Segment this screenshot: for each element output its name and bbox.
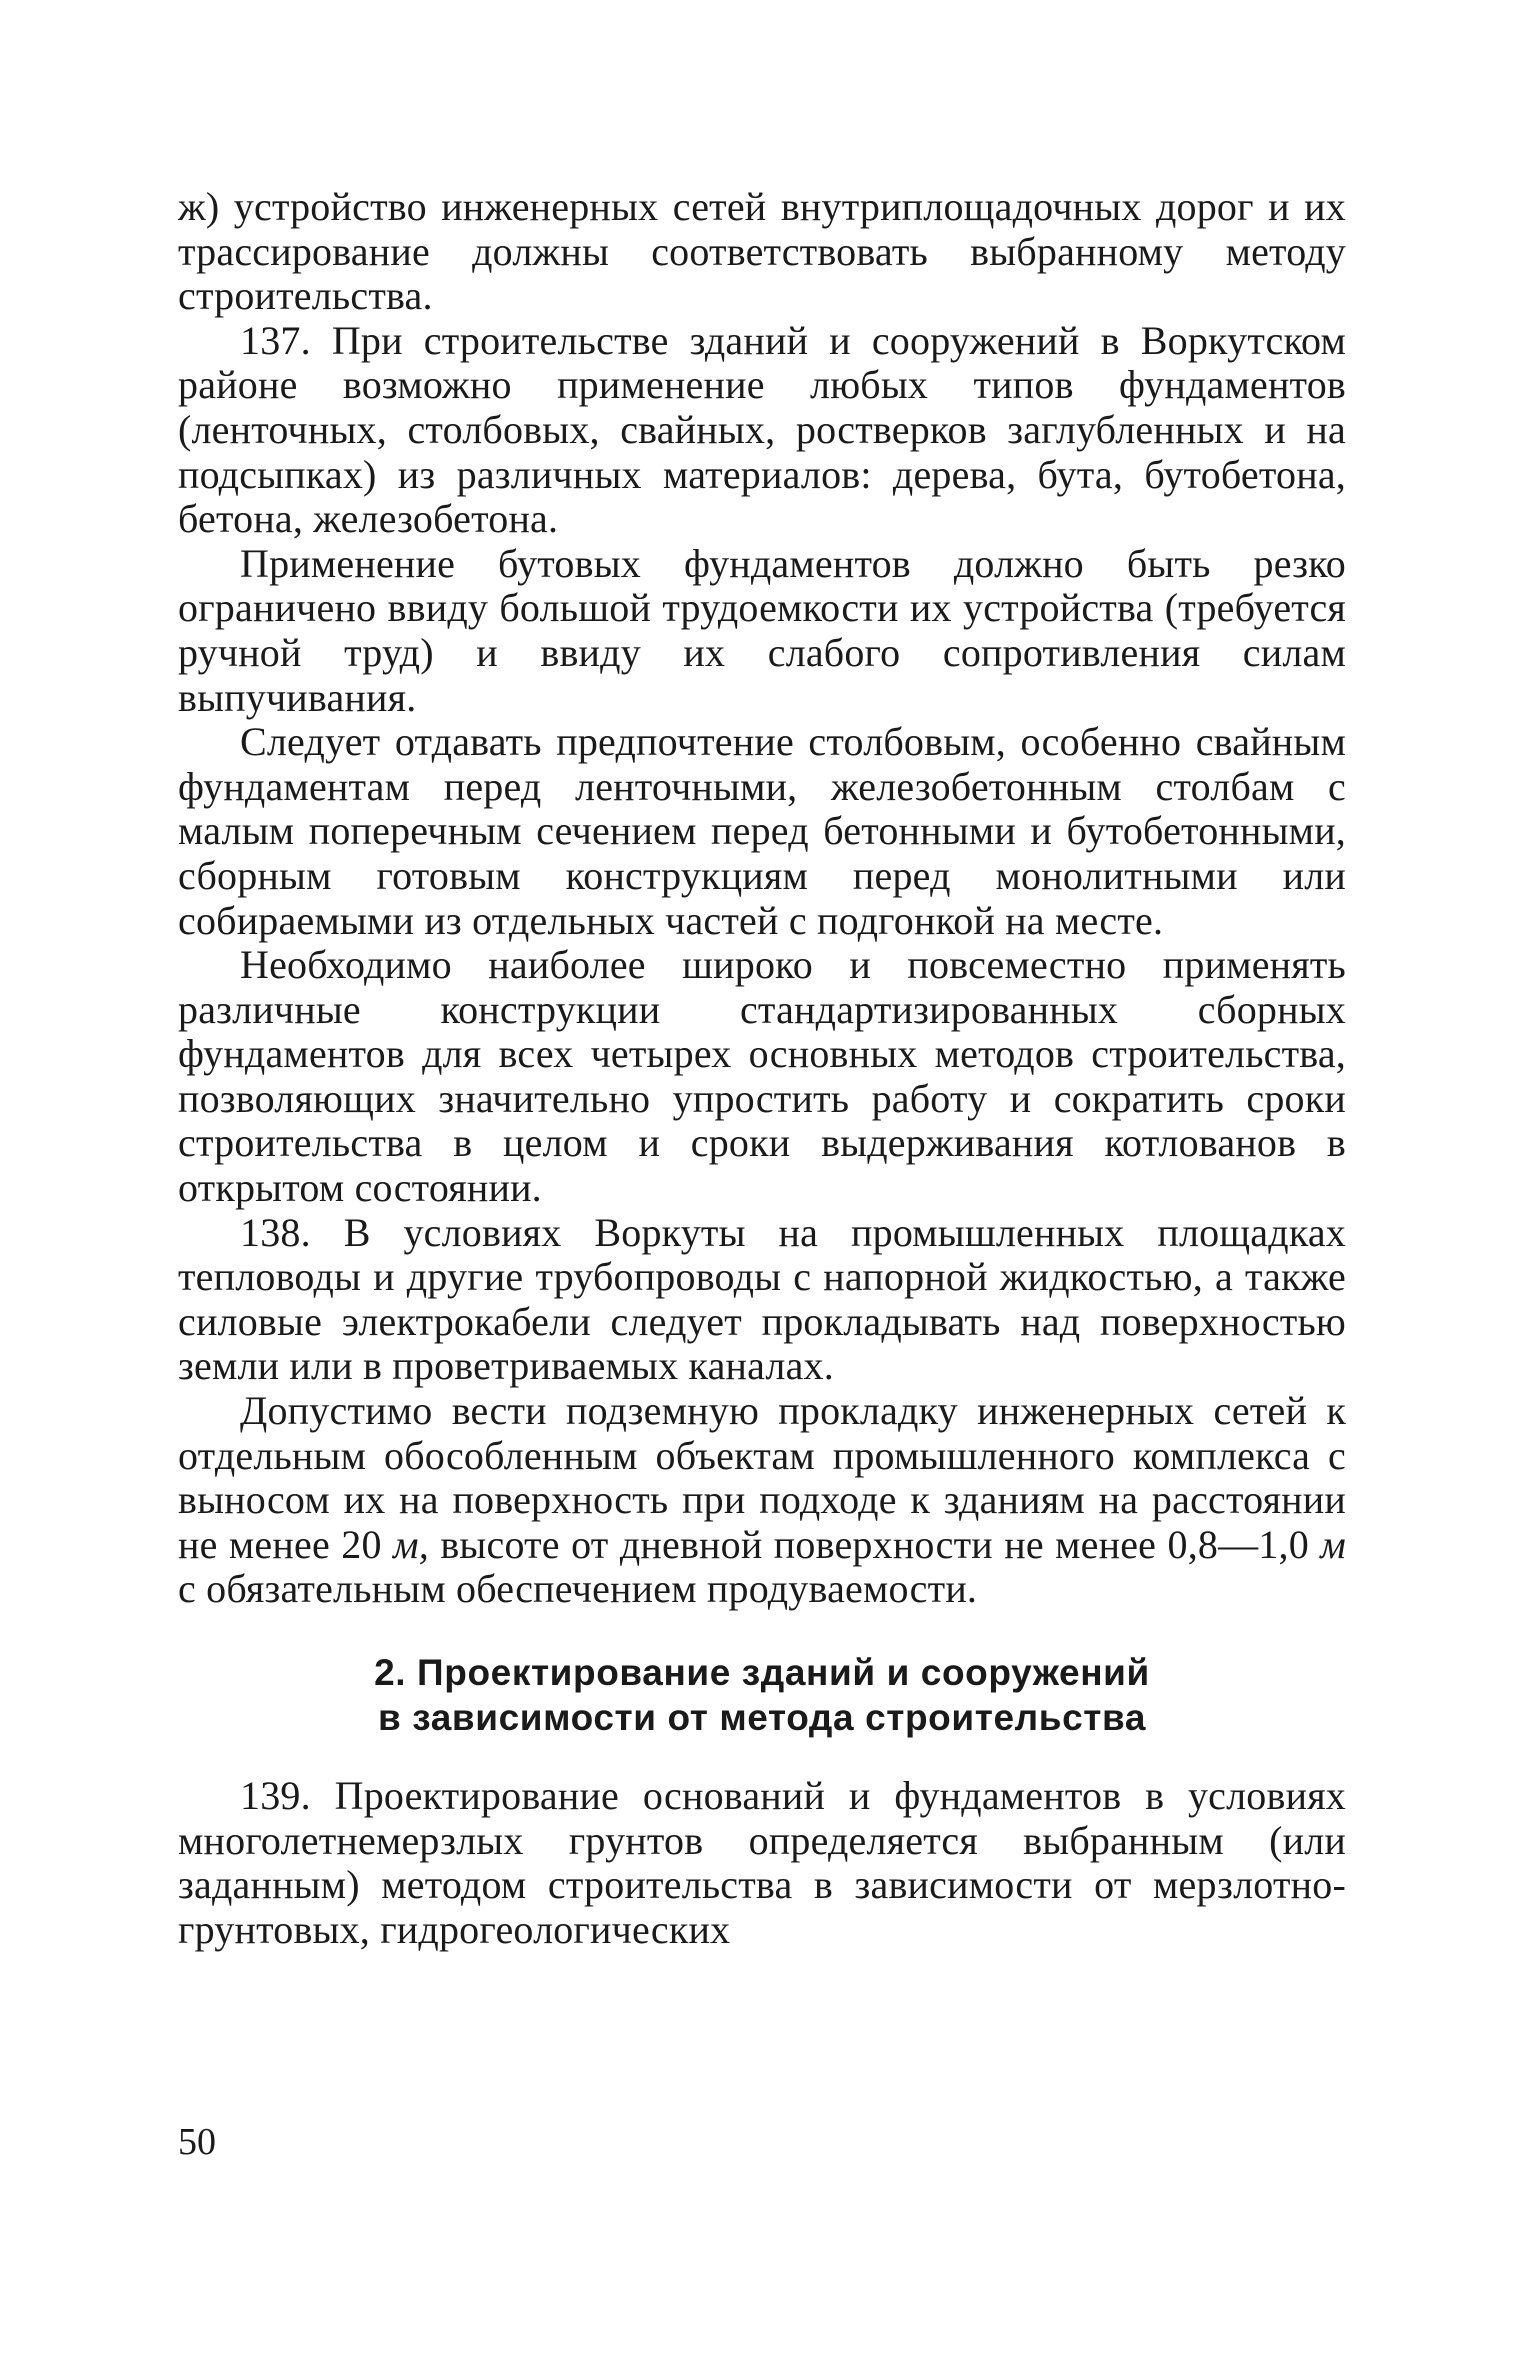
paragraph-138: 138. В условиях Воркуты на промышленных площадках тепловоды и другие трубопроводы с напорной жидкостью, а также силовые электрокабели следует прокладывать над поверхностью земли или в проветриваемых каналах. [178,1209,1346,1389]
paragraph-underground-part2: высоте от дневной поверхности не менее 0,8—1,0 [428,1521,1321,1567]
paragraph-137: 137. При строительстве зданий и сооружений в Воркутском районе возможно применение любых типов фундаментов (ленточных, столбовых, свайных, ростверков заглубленных и на подсыпках) из различных материалов: дерева, бута, бутобетона, бетона, железобетона. [178,317,1346,542]
paragraph-preference: Следует отдавать предпочтение столбовым, особенно свайным фундаментам перед ленточными, железобетонным столбам с малым поперечным сечением перед бетонными и бутобетонными, сборным готовым конструкциям перед монолитными или собираемыми из отдельных частей с подгонкой на месте. [178,719,1346,943]
paragraph-underground-part1: Допустимо вести подземную прокладку инженерных сетей к отдельным обособленным объектам промышленного комплекса с выносом их на поверхность при подходе к зданиям на расстоянии не менее 20 [178,1388,1346,1567]
paragraph-item-zh: ж) устройство инженерных сетей внутриплощадочных дорог и их трассирование должны соответствовать выбранному методу строительства. [178,184,1346,319]
paragraph-underground-part3: с обязательным обеспечением продуваемости. [178,1566,978,1612]
paragraph-rubble-foundations: Применение бутовых фундаментов должно быть резко ограничено ввиду большой трудоемкости их устройства (требуется ручной труд) и ввиду их слабого сопротивления силам выпучивания. [178,540,1346,720]
section-heading [178,1650,1346,1740]
section-heading-line2: в зависимости от метода строительства [378,1697,1146,1738]
paragraph-139: 139. Проектирование оснований и фундаментов в условиях многолетнемерзлых грунтов определяется выбранным (или заданным) методом строительства в зависимости от мерзлотно-грунтовых, гидрогеологических [178,1773,1346,1952]
page-number: 50 [178,2121,216,2163]
unit-meters-1: м, [393,1521,429,1567]
body-text [178,185,1346,1952]
paragraph-underground-laying [178,1389,1346,1612]
section-heading-line1: 2. Проектирование зданий и сооружений [374,1652,1150,1693]
paragraph-standard-foundations: Необходимо наиболее широко и повсеместно применять различные конструкции стандартизированных сборных фундаментов для всех четырех основных методов строительства, позволяющих значительно упростить работу и сократить сроки строительства в целом и сроки выдерживания котлованов в открытом состоянии. [178,942,1346,1211]
unit-meters-2: м [1320,1521,1346,1567]
